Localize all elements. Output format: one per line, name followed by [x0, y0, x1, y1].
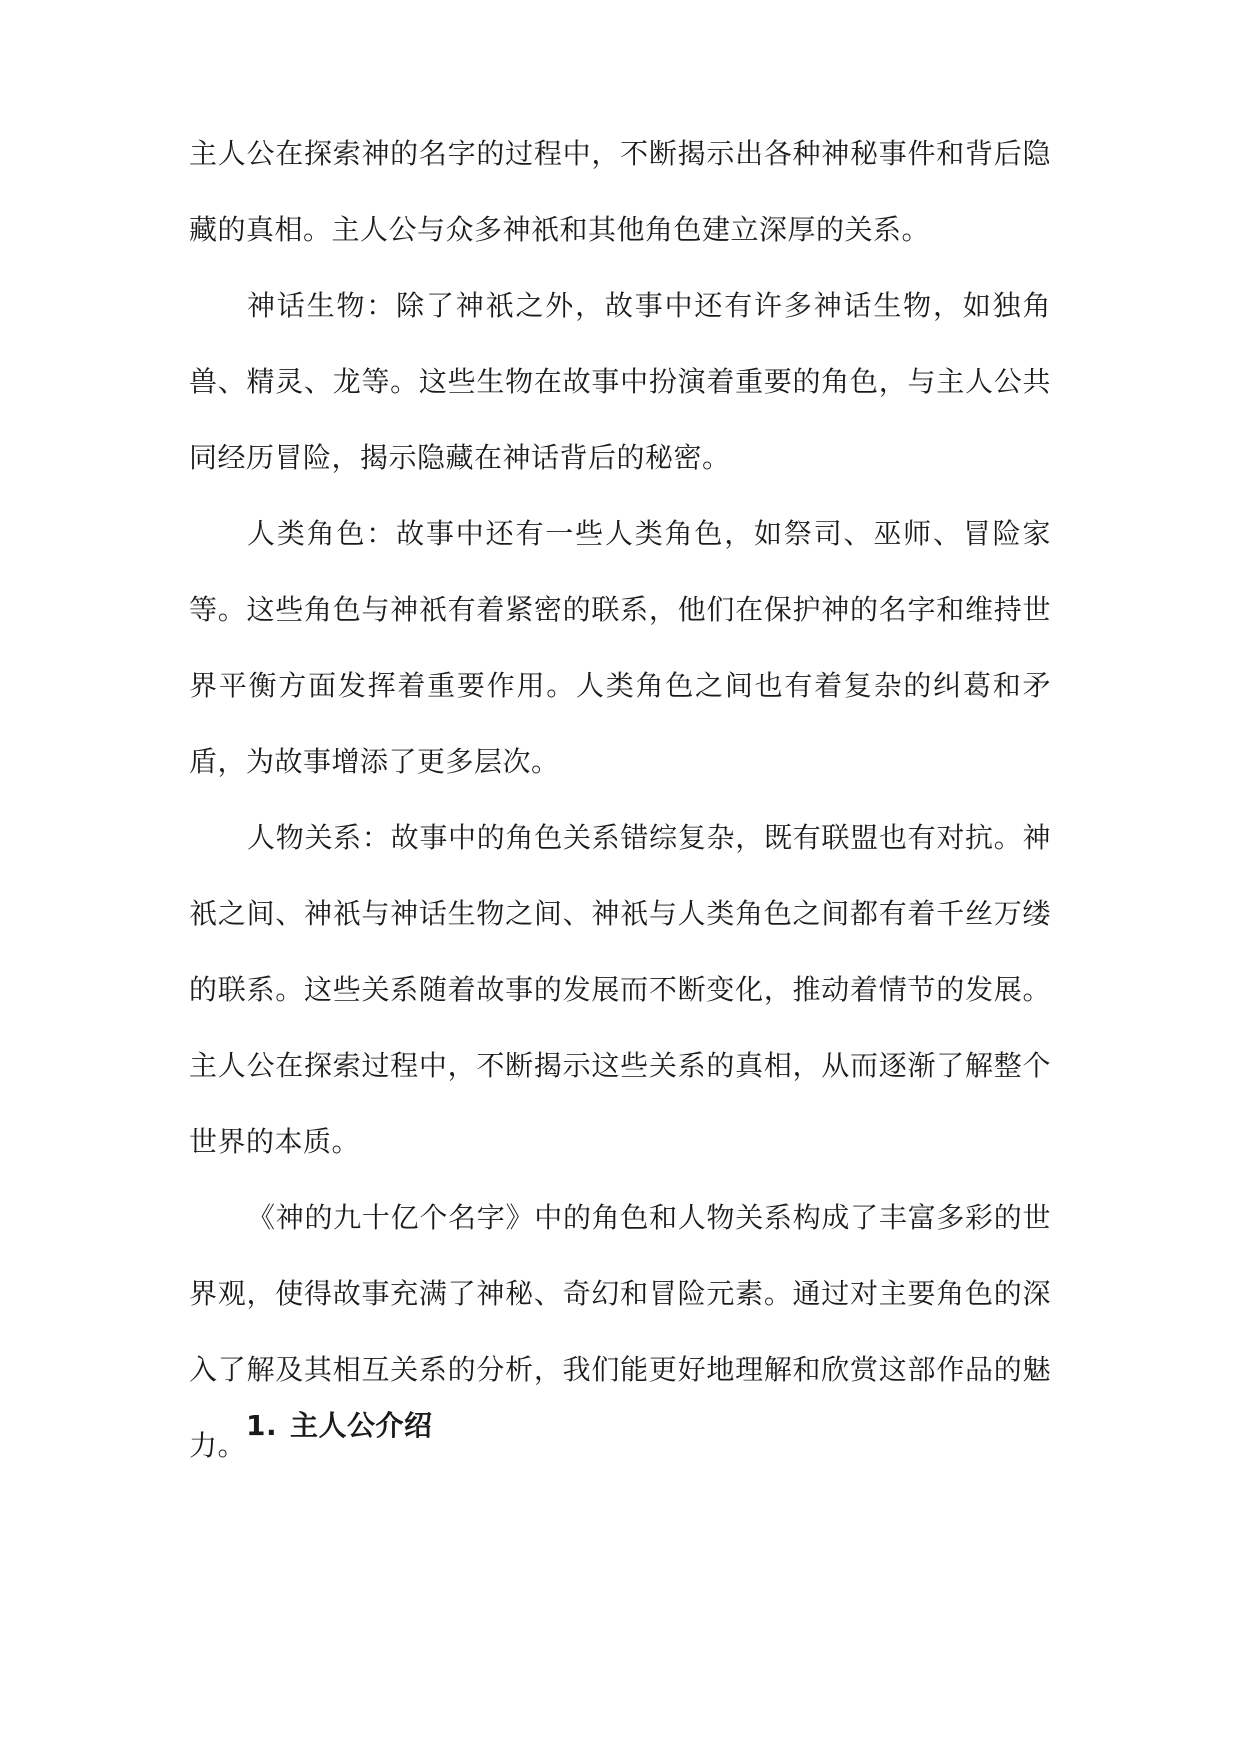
- paragraph-human-characters: 人类角色：故事中还有一些人类角色，如祭司、巫师、冒险家等。这些角色与神祇有着紧密的联系，他们在保护神的名字和维持世界平衡方面发挥着重要作用。人类角色之间也有着复杂的纠葛和矛盾，为故事增添了更多层次。: [189, 517, 1051, 778]
- paragraph-summary: 《神的九十亿个名字》中的角色和人物关系构成了丰富多彩的世界观，使得故事充满了神秘、奇幻和冒险元素。通过对主要角色的深入了解及其相互关系的分析，我们能更好地理解和欣赏这部作品的魅力。: [189, 1201, 1051, 1462]
- body-text: [189, 116, 1051, 1484]
- paragraph-character-relations: 人物关系：故事中的角色关系错综复杂，既有联盟也有对抗。神祇之间、神祇与神话生物之间、神祇与人类角色之间都有着千丝万缕的联系。这些关系随着故事的发展而不断变化，推动着情节的发展。主人公在探索过程中，不断揭示这些关系的真相，从而逐渐了解整个世界的本质。: [189, 821, 1051, 1158]
- section-heading: [246, 1388, 433, 1464]
- paragraph-continued: 主人公在探索神的名字的过程中，不断揭示出各种神秘事件和背后隐藏的真相。主人公与众多神祇和其他角色建立深厚的关系。: [189, 137, 1051, 246]
- section-title: 主人公介绍: [290, 1409, 433, 1442]
- section-number: 1.: [246, 1409, 278, 1442]
- paragraph-mythical-creatures: 神话生物：除了神祇之外，故事中还有许多神话生物，如独角兽、精灵、龙等。这些生物在故事中扮演着重要的角色，与主人公共同经历冒险，揭示隐藏在神话背后的秘密。: [189, 289, 1051, 474]
